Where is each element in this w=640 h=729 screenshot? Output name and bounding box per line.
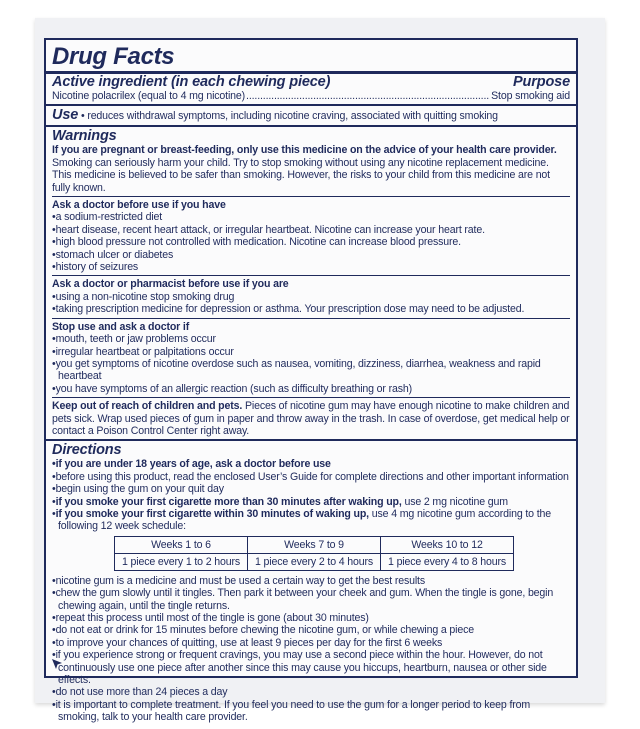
directions-heading: Directions bbox=[52, 442, 122, 459]
list-item: • to improve your chances of quitting, use at least 9 pieces per day for the first 6 weeks bbox=[52, 637, 570, 649]
keep-out-of-reach bbox=[52, 400, 570, 437]
within30-bold: if you smoke your first cigarette within 30 minutes of waking up, bbox=[55, 507, 369, 520]
divider bbox=[52, 196, 570, 197]
within30-text: use 4 mg nicotine gum according to the following 12 week schedule: bbox=[58, 507, 551, 533]
pregnancy-warning: If you are pregnant or breast-feeding, only use this medicine on the advice of your health care provider. bbox=[52, 144, 557, 157]
list-item: • history of seizures bbox=[52, 261, 570, 273]
table-row bbox=[115, 553, 514, 570]
list-item bbox=[52, 496, 570, 508]
keep-out-of-reach-text: Pieces of nicotine gum may have enough nicotine to make children and pets sick. Wrap used pieces of gum in paper and throw away in the trash. In case of overdose, get medical help or contact a Poison Control Center right away. bbox=[52, 400, 570, 437]
divider bbox=[52, 318, 570, 319]
list-item: • using a non-nicotine stop smoking drug bbox=[52, 291, 570, 303]
list-item: • stomach ulcer or diabetes bbox=[52, 249, 570, 261]
list-item: • it is important to complete treatment. If you feel you need to use the gum for a longer period to keep from smoking, talk to your health care provider. bbox=[52, 699, 570, 724]
list-item: • if you are under 18 years of age, ask a doctor before use bbox=[52, 458, 570, 470]
section-divider bbox=[46, 125, 576, 127]
ingredient-line bbox=[52, 90, 570, 102]
list-item bbox=[52, 508, 570, 533]
table-cell: 1 piece every 4 to 8 hours bbox=[381, 553, 514, 570]
list-item: • do not eat or drink for 15 minutes before chewing the nicotine gum, or while chewing a piece bbox=[52, 624, 570, 636]
table-cell: 1 piece every 1 to 2 hours bbox=[115, 553, 248, 570]
ask-doctor-heading: Ask a doctor before use if you have bbox=[52, 199, 226, 212]
list-item: • heart disease, recent heart attack, or irregular heartbeat. Nicotine can increase your heart rate. bbox=[52, 224, 570, 236]
table-header-cell: Weeks 1 to 6 bbox=[115, 536, 248, 553]
table-header-cell: Weeks 10 to 12 bbox=[381, 536, 514, 553]
use-text: reduces withdrawal symptoms, including nicotine craving, associated with quitting smoking bbox=[87, 110, 498, 123]
dosing-schedule-table bbox=[114, 536, 514, 571]
drug-facts-panel bbox=[44, 38, 578, 724]
drug-facts-title: Drug Facts bbox=[52, 43, 175, 70]
stop-use-heading: Stop use and ask a doctor if bbox=[52, 320, 190, 333]
pregnancy-text: Smoking can seriously harm your child. Try to stop smoking without using any nicotine replacement medicine. This medicine is believed to be safer than smoking. However, the risks to your child from this medicine are not fully known. bbox=[52, 156, 550, 194]
arrow-cursor-icon bbox=[51, 658, 63, 670]
dot-leader bbox=[246, 90, 490, 102]
list-item: • chew the gum slowly until it tingles. Then park it between your cheek and gum. When the tingle is gone, begin chewing again, until the tingle returns. bbox=[52, 587, 570, 612]
list-item: • mouth, teeth or jaw problems occur bbox=[52, 333, 570, 345]
active-ingredient-heading: Active ingredient (in each chewing piece) bbox=[52, 74, 331, 90]
list-item: • taking prescription medicine for depression or asthma. Your prescription dose may need to be adjusted. bbox=[52, 303, 570, 315]
divider bbox=[52, 397, 570, 398]
more30-text: use 2 mg nicotine gum bbox=[401, 495, 508, 508]
list-item: • you have symptoms of an allergic reaction (such as difficulty breathing or rash) bbox=[52, 383, 570, 395]
list-item: • nicotine gum is a medicine and must be used a certain way to get the best results bbox=[52, 575, 570, 587]
use-heading: Use bbox=[52, 107, 79, 124]
section-divider bbox=[46, 439, 576, 441]
more30-bold: if you smoke your first cigarette more than 30 minutes after waking up, bbox=[55, 495, 402, 508]
purpose-heading: Purpose bbox=[513, 74, 570, 90]
list-item: • high blood pressure not controlled with medication. Nicotine can increase blood pressure. bbox=[52, 236, 570, 248]
list-item: • if you experience strong or frequent cravings, you may use a second piece within the hour. However, do not continuously use one piece after another since this may cause you hiccups, heartburn, nausea or other side effects. bbox=[52, 649, 570, 686]
list-item: • do not use more than 24 pieces a day bbox=[52, 686, 570, 698]
use-section: Use • reduces withdrawal symptoms, including nicotine craving, associated with quitting smoking bbox=[52, 107, 498, 124]
ingredient-name: Nicotine polacrilex (equal to 4 mg nicotine) bbox=[52, 90, 246, 102]
list-item: • you get symptoms of nicotine overdose such as nausea, vomiting, dizziness, diarrhea, weakness and rapid heartbeat bbox=[52, 358, 570, 383]
table-cell: 1 piece every 2 to 4 hours bbox=[248, 553, 381, 570]
list-item: • a sodium-restricted diet bbox=[52, 211, 570, 223]
active-ingredient-header bbox=[52, 74, 570, 90]
table-header-cell: Weeks 7 to 9 bbox=[248, 536, 381, 553]
divider bbox=[52, 275, 570, 276]
list-item: • repeat this process until most of the tingle is gone (about 30 minutes) bbox=[52, 612, 570, 624]
section-divider bbox=[46, 104, 576, 106]
table-row bbox=[115, 536, 514, 553]
warnings-heading: Warnings bbox=[52, 128, 117, 145]
keep-out-of-reach-bold: Keep out of reach of children and pets. bbox=[52, 400, 243, 413]
list-item: • begin using the gum on your quit day bbox=[52, 483, 570, 495]
list-item: • before using this product, read the enclosed User’s Guide for complete directions and other important information bbox=[52, 471, 570, 483]
list-item: • irregular heartbeat or palpitations occur bbox=[52, 346, 570, 358]
ingredient-purpose: Stop smoking aid bbox=[491, 90, 570, 102]
ask-pharmacist-heading: Ask a doctor or pharmacist before use if you are bbox=[52, 278, 289, 291]
